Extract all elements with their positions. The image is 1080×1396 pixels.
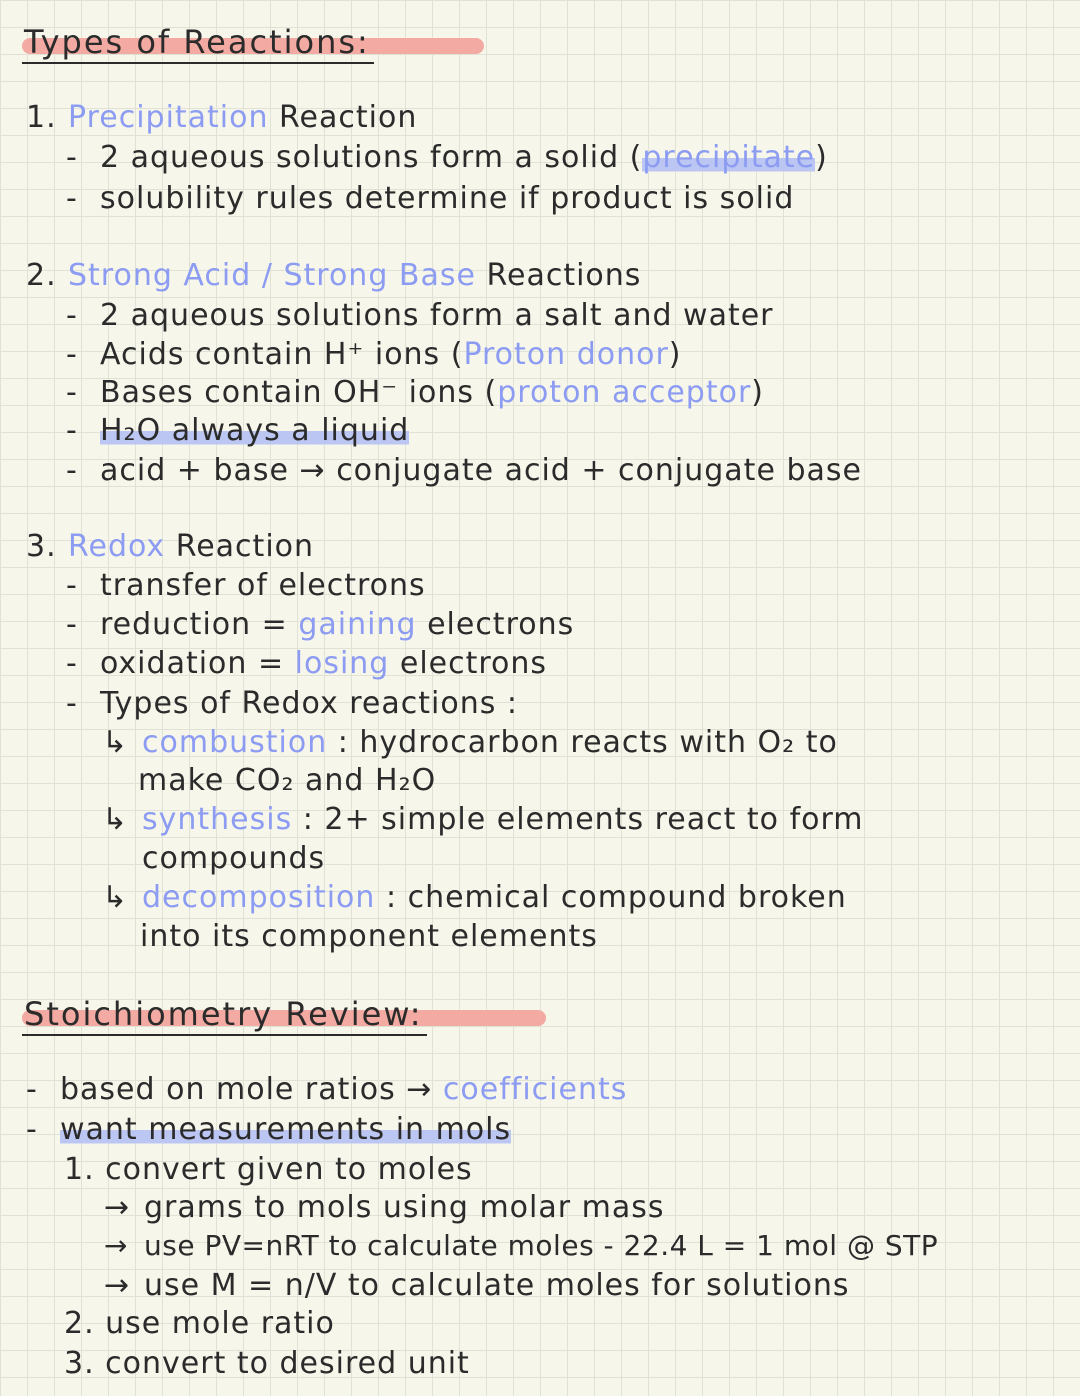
arrow-item: → use M = n/V to calculate moles for solutions — [104, 1268, 850, 1303]
bullet-item: - Bases contain OH⁻ ions (proton acceptor) — [66, 375, 765, 410]
step-item: 2. use mole ratio — [64, 1306, 335, 1341]
hook-arrow-icon: ↳ — [102, 802, 129, 837]
heading-text: Reactions — [475, 258, 642, 293]
title-text: Stoichiometry Review: — [24, 995, 423, 1033]
term-highlight: Strong Acid / Strong Base — [68, 258, 476, 293]
bullet-item: - want measurements in mols — [26, 1112, 512, 1147]
sub-item-combustion: ↳ combustion : hydrocarbon reacts with O₂ to — [102, 725, 838, 760]
sub-item-synthesis: ↳ synthesis : 2+ simple elements react to form — [102, 802, 864, 837]
term-highlight: precipitate — [642, 140, 816, 175]
heading-text: Reaction — [268, 100, 418, 135]
sub-item-continuation: make CO₂ and H₂O — [138, 763, 437, 798]
highlighted-text: H₂O always a liquid — [100, 413, 410, 448]
bullet-item: - based on mole ratios → coefficients — [26, 1072, 628, 1107]
hook-arrow-icon: ↳ — [102, 880, 129, 915]
term-highlight: Proton donor — [463, 337, 669, 372]
bullet-item: - H₂O always a liquid — [66, 413, 410, 448]
bullet-item: - oxidation = losing electrons — [66, 646, 548, 681]
bullet-item: - 2 aqueous solutions form a solid (precipitate) — [66, 140, 828, 175]
heading-text: Reaction — [165, 529, 315, 564]
bullet-item: - solubility rules determine if product is solid — [66, 181, 795, 216]
sub-item-continuation: into its component elements — [140, 919, 598, 954]
term-highlight: synthesis — [142, 802, 293, 837]
arrow-item: → use PV=nRT to calculate moles - 22.4 L = 1 mol @ STP — [104, 1229, 939, 1262]
item-number: 2. — [26, 258, 57, 293]
bullet-item: - Types of Redox reactions : — [66, 686, 518, 721]
item-number: 3. — [26, 529, 57, 564]
bullet-item: - Acids contain H⁺ ions (Proton donor) — [66, 337, 682, 372]
hook-arrow-icon: ↳ — [102, 725, 129, 760]
bullet-item: - acid + base → conjugate acid + conjugate base — [66, 453, 862, 488]
term-highlight: combustion — [142, 725, 328, 760]
step-item: 3. convert to desired unit — [64, 1346, 470, 1381]
sub-item-continuation: compounds — [142, 841, 326, 876]
term-highlight: decomposition — [142, 880, 376, 915]
arrow-right-icon: → — [104, 1268, 131, 1303]
term-highlight: gaining — [298, 607, 417, 642]
step-item: 1. convert given to moles — [64, 1152, 473, 1187]
term-highlight: Redox — [68, 529, 166, 564]
term-highlight: coefficients — [442, 1072, 628, 1107]
highlighted-text: want measurements in mols — [60, 1112, 512, 1147]
term-highlight: losing — [294, 646, 390, 681]
arrow-right-icon: → — [104, 1229, 128, 1262]
bullet-item: - transfer of electrons — [66, 568, 426, 603]
section-heading-acid-base — [26, 258, 641, 294]
item-number: 1. — [26, 100, 57, 135]
section-title-stoichiometry — [22, 994, 427, 1036]
term-highlight: Precipitation — [68, 100, 269, 135]
term-highlight: proton acceptor — [497, 375, 752, 410]
section-title-types-of-reactions — [22, 22, 374, 64]
section-heading-precipitation — [26, 100, 417, 136]
bullet-item: - 2 aqueous solutions form a salt and water — [66, 298, 774, 333]
section-heading-redox — [26, 529, 314, 565]
bullet-item: - reduction = gaining electrons — [66, 607, 575, 642]
sub-item-decomposition: ↳ decomposition : chemical compound broken — [102, 880, 847, 915]
arrow-item: → grams to mols using molar mass — [104, 1190, 665, 1225]
title-text: Types of Reactions: — [24, 23, 370, 61]
arrow-right-icon: → — [104, 1190, 131, 1225]
